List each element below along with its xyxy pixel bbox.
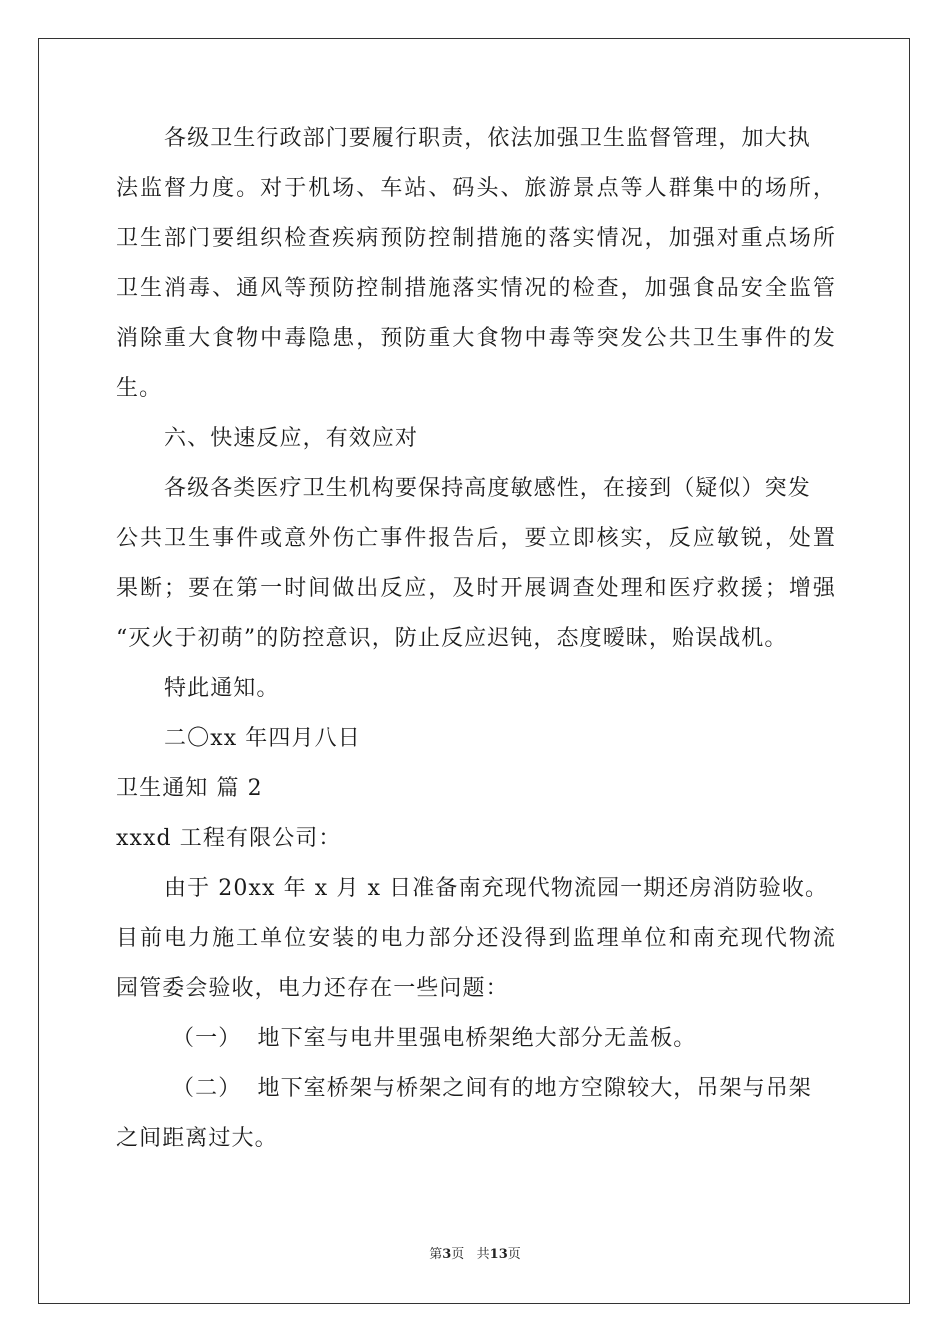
section-heading: 六、快速反应，有效应对 bbox=[164, 426, 419, 451]
paragraph-line: 各级卫生行政部门要履行职责，依法加强卫生监督管理，加大执 bbox=[164, 126, 811, 151]
list-item: （二） 地下室桥架与桥架之间有的地方空隙较大，吊架与吊架 bbox=[172, 1076, 812, 1101]
paragraph-line: 卫生消毒、通风等预防控制措施落实情况的检查，加强食品安全监管 bbox=[116, 276, 836, 301]
page-total: 13 bbox=[489, 1247, 508, 1262]
paragraph-line: 法监督力度。对于机场、车站、码头、旅游景点等人群集中的场所， bbox=[116, 176, 836, 201]
paragraph-line: 各级各类医疗卫生机构要保持高度敏感性，在接到（疑似）突发 bbox=[164, 476, 811, 501]
paragraph-line: 之间距离过大。 bbox=[116, 1126, 278, 1151]
list-item: （一） 地下室与电井里强电桥架绝大部分无盖板。 bbox=[172, 1026, 697, 1051]
page-footer bbox=[0, 1246, 950, 1264]
document-title: 卫生通知 篇 2 bbox=[116, 776, 263, 801]
page-prefix: 第 bbox=[429, 1247, 443, 1262]
paragraph-line: 生。 bbox=[116, 376, 163, 401]
paragraph-line: 公共卫生事件或意外伤亡事件报告后，要立即核实，反应敏锐，处置 bbox=[116, 526, 836, 551]
addressee-line: xxxd 工程有限公司： bbox=[116, 826, 342, 851]
paragraph-line: 卫生部门要组织检查疾病预防控制措施的落实情况，加强对重点场所 bbox=[116, 226, 836, 251]
paragraph-line: 园管委会验收，电力还存在一些问题： bbox=[116, 976, 509, 1001]
paragraph-line: 目前电力施工单位安装的电力部分还没得到监理单位和南充现代物流 bbox=[116, 926, 836, 951]
paragraph-line: “灭火于初萌”的防控意识，防止反应迟钝，态度暧昧，贻误战机。 bbox=[116, 626, 788, 651]
date-line: 二〇xx 年四月八日 bbox=[164, 726, 361, 751]
paragraph-line: 由于 20xx 年 x 月 x 日准备南充现代物流园一期还房消防验收。 bbox=[164, 876, 829, 901]
page-mid: 页 共 bbox=[451, 1247, 490, 1262]
closing-line: 特此通知。 bbox=[164, 676, 280, 701]
paragraph-line: 果断；要在第一时间做出反应，及时开展调查处理和医疗救援；增强 bbox=[116, 576, 836, 601]
page-suffix: 页 bbox=[507, 1247, 521, 1262]
paragraph-line: 消除重大食物中毒隐患，预防重大食物中毒等突发公共卫生事件的发 bbox=[116, 326, 836, 351]
page-current: 3 bbox=[442, 1247, 452, 1262]
